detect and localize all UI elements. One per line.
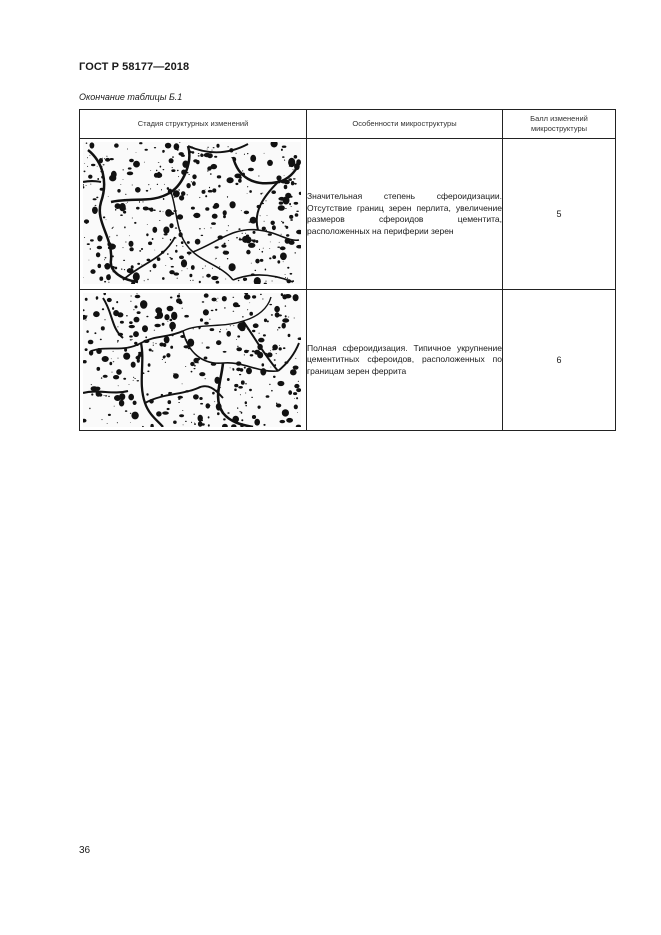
score-cell	[503, 139, 616, 290]
score-value: 6	[556, 355, 562, 365]
table-header-row	[80, 110, 616, 139]
document-standard-header: ГОСТ Р 58177—2018	[79, 61, 190, 73]
table-row	[80, 290, 616, 431]
micrograph-image	[83, 293, 301, 427]
score-value: 5	[556, 209, 562, 219]
score-cell	[503, 290, 616, 431]
micrograph-image	[83, 142, 301, 284]
header-stage: Стадия структурных изменений	[80, 110, 307, 139]
features-text: Значительная степень сфероидизации. Отсутствие границ зерен перлита, увеличение размеров сфероидов цементита, расположенных на периферии зерен	[307, 191, 502, 236]
header-features: Особенности микроструктуры	[307, 110, 503, 139]
page-number: 36	[79, 845, 91, 856]
features-text: Полная сфероидизация. Типичное укрупнение цементитных сфероидов, расположенных по границам зерен феррита	[307, 342, 502, 376]
header-score: Балл изменений микроструктуры	[503, 110, 616, 139]
table-row	[80, 139, 616, 290]
microstructure-table	[79, 109, 616, 431]
table-caption: Окончание таблицы Б.1	[79, 92, 183, 102]
stage-image-cell	[80, 290, 307, 431]
features-cell	[307, 139, 503, 290]
features-cell	[307, 290, 503, 431]
stage-image-cell	[80, 139, 307, 290]
